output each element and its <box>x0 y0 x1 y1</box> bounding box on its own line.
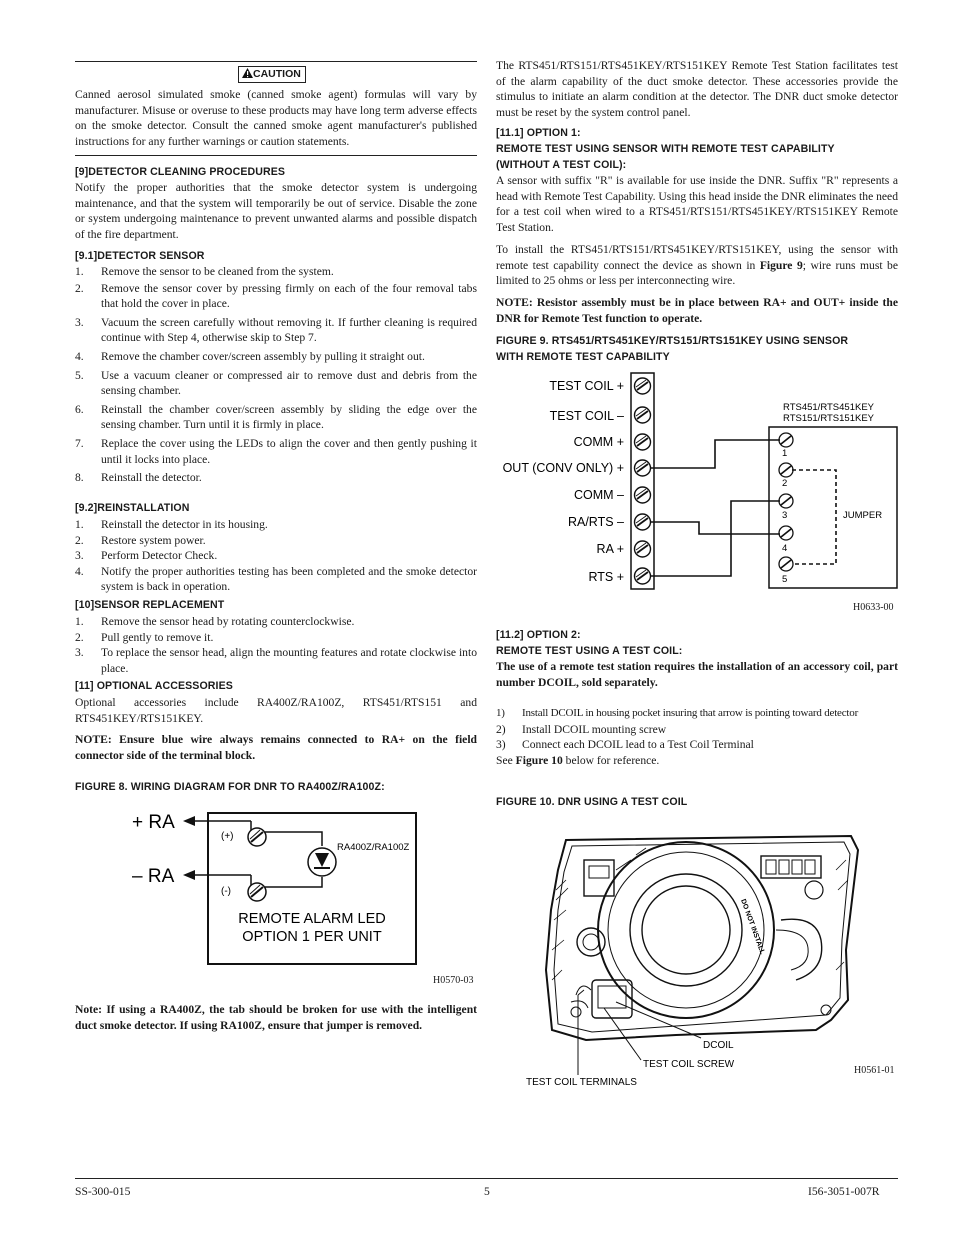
screw-icon <box>779 463 793 477</box>
box-line1: REMOTE ALARM LED <box>238 911 386 927</box>
rts-intro: The RTS451/RTS151/RTS451KEY/RTS151KEY Remote Test Station facilitates test of the alarm capability of the duct smoke detector. These accessories provide the stimulus to initiate an alarm condition at the detector. The DNR duct smoke detector must be reset by the system control panel. <box>496 59 898 119</box>
screw-icon <box>779 557 793 571</box>
terminal-label: RA/RTS – <box>567 515 624 529</box>
warning-icon <box>242 68 253 78</box>
fig8-title: FIGURE 8. WIRING DIAGRAM FOR DNR TO RA400Z/RA100Z: <box>75 781 385 793</box>
sec92-heading: [9.2]REINSTALLATION <box>75 502 190 514</box>
minus-term-label: (-) <box>221 886 231 897</box>
terminal-label: OUT (CONV ONLY) + <box>502 461 624 475</box>
list-item: 2. Pull gently to remove it. <box>75 630 214 644</box>
led-diode-icon <box>308 848 336 876</box>
sec91-heading: [9.1]DETECTOR SENSOR <box>75 250 205 262</box>
sec9-heading: [9]DETECTOR CLEANING PROCEDURES <box>75 166 286 178</box>
wire-out-plus <box>650 440 780 468</box>
opt2-steps <box>496 706 898 753</box>
screw-icon <box>635 434 651 450</box>
sec10-steps <box>75 614 477 676</box>
terminal-label: RTS + <box>588 570 624 584</box>
housing-text: DO NOT INSTALL <box>739 898 766 956</box>
ra-plus-label: + RA <box>132 812 175 833</box>
fig8-code: H0570-03 <box>433 975 474 986</box>
list-item: 1. Reinstall the detector in its housing. <box>75 518 268 531</box>
caution-bottom-rule <box>75 155 477 156</box>
rts-terminal-number: 1 <box>782 448 788 459</box>
sec10-heading: [10]SENSOR REPLACEMENT <box>75 599 225 611</box>
caution-label: CAUTION <box>238 66 306 83</box>
terminals-label: TEST COIL TERMINALS <box>526 1077 637 1088</box>
screw-icon <box>779 526 793 540</box>
fig9-code: H0633-00 <box>853 602 894 613</box>
screw-icon <box>635 541 651 557</box>
footer-rule <box>75 1178 898 1179</box>
fig8-diagram <box>75 805 477 985</box>
list-item: 2) Install DCOIL mounting screw <box>496 722 667 736</box>
sec91-steps <box>75 264 477 486</box>
screw-icon <box>635 487 651 503</box>
rts-device-label1: RTS451/RTS451KEY <box>783 402 875 413</box>
fig9-diagram <box>496 370 898 606</box>
list-item: 3. To replace the sensor head, align the mounting features and rotate clockwise into place. <box>75 646 477 675</box>
fig10-illustration <box>496 830 898 1095</box>
sec9-text: Notify the proper authorities that the smoke detector system is undergoing maintenance, and that the system will temporarily be out of service. Disable the zone or system undergoing maintenance to prevent unwanted alarms and possible dispatch of the fire department. <box>75 181 477 241</box>
screw-minus-icon <box>248 883 266 901</box>
list-item: 2. Restore system power. <box>75 533 206 547</box>
opt1-p1: A sensor with suffix "R" is available for use inside the DNR. Suffix "R" represents a head with Remote Test Capability. Using this head inside the DNR eliminates the need for a test coil when wired to a RTS451/RTS151/RTS451KEY/RTS151KEY Remote Test Station. <box>496 174 898 234</box>
fig10-title: FIGURE 10. DNR USING A TEST COIL <box>496 796 688 808</box>
ra-minus-label: – RA <box>132 866 175 887</box>
footer-left: SS-300-015 <box>75 1185 131 1198</box>
led-wire-top <box>265 832 322 846</box>
list-item: 6. Reinstall the chamber cover/screen assembly by sliding the edge over the sensing chamber. Turn until it is firmly in place. <box>75 402 477 432</box>
sec11-note: NOTE: Ensure blue wire always remains connected to RA+ on the field connector side of the terminal block. <box>75 733 477 762</box>
rts-terminal-number: 5 <box>782 574 788 585</box>
leader-dcoil <box>616 1002 701 1038</box>
rts-terminal-number: 2 <box>782 478 788 489</box>
wire-ra-rts-minus <box>650 522 780 534</box>
ra400z-label: RA400Z/RA100Z <box>337 842 410 853</box>
fig8-note: Note: If using a RA400Z, the tab should be broken for use with the intelligent duct smoke detector. If using RA100Z, ensure that jumper is removed. <box>75 1003 477 1032</box>
housing-hatch <box>552 848 848 980</box>
leader-screw <box>604 1008 641 1060</box>
screw-plus-icon <box>248 828 266 846</box>
terminal-labels <box>503 379 624 584</box>
led-wire-bottom <box>265 877 322 887</box>
rts-terminal-number: 4 <box>782 543 788 554</box>
fig9-title: FIGURE 9. RTS451/RTS451KEY/RTS151/RTS151KEY USING SENSOR WITH REMOTE TEST CAPABILITY <box>496 335 849 363</box>
list-item: 1. Remove the sensor head by rotating counterclockwise. <box>75 615 355 628</box>
screw-icon <box>635 460 651 476</box>
list-item: 1) Install DCOIL in housing pocket insuring that arrow is pointing toward detector <box>496 707 859 719</box>
wire-rts-plus <box>650 501 780 576</box>
fig10-code: H0561-01 <box>854 1065 895 1076</box>
list-item: 1. Remove the sensor to be cleaned from the system. <box>75 265 334 278</box>
list-item: 3) Connect each DCOIL lead to a Test Coil Terminal <box>496 738 754 752</box>
box-line2: OPTION 1 PER UNIT <box>242 929 382 945</box>
terminal-label: TEST COIL – <box>549 409 624 423</box>
rts-terminal-number: 3 <box>782 510 788 521</box>
screw-icon <box>779 433 793 447</box>
list-item: 4. Notify the proper authorities testing has been completed and the smoke detector system is back in operation. <box>75 564 477 594</box>
opt1-heading1: [11.1] OPTION 1: <box>496 127 581 139</box>
list-item: 8. Reinstall the detector. <box>75 471 202 485</box>
dnr-housing <box>546 836 858 1040</box>
list-item: 3. Vacuum the screen carefully without removing it. If further cleaning is required continue with Step 4, otherwise skip to Step 7. <box>75 315 477 345</box>
jumper-wire <box>792 470 836 564</box>
list-item: 5. Use a vacuum cleaner or compressed air to remove dust and debris from the sensing chamber. <box>75 368 477 398</box>
top-rule-left <box>75 61 477 62</box>
sec92-steps <box>75 517 477 595</box>
terminal-label: COMM – <box>574 488 624 502</box>
screw-icon <box>635 407 651 423</box>
screw-label: TEST COIL SCREW <box>643 1059 735 1070</box>
caution-label-wrap <box>238 66 306 83</box>
opt2-p1: The use of a remote test station requires the installation of an accessory coil, part number DCOIL, sold separately. <box>496 660 898 689</box>
screw-icon <box>635 378 651 394</box>
opt1-p2: To install the RTS451/RTS151/RTS451KEY/RTS151KEY, using the sensor with remote test capability connect the device as shown in Figure 9; wire runs must be limited to 25 ohms or less per interconnecting wire. <box>496 243 898 288</box>
list-item: 2. Remove the sensor cover by pressing firmly on each of the four removal tabs that hold the cover in place. <box>75 281 477 311</box>
terminal-label: RA + <box>596 542 624 556</box>
terminal-label: TEST COIL + <box>549 379 624 393</box>
caution-text: Canned aerosol simulated smoke (canned smoke agent) formulas will vary by manufacturer. Misuse or overuse to these products may have long term adverse effects on the smoke detector. Consult the canned smoke agent manufacturer's published instructions for any further warnings or caution statements. <box>75 88 477 148</box>
ra-minus-arrow <box>183 870 195 880</box>
screw-icon <box>779 494 793 508</box>
opt2-heading2: REMOTE TEST USING A TEST COIL: <box>496 645 683 657</box>
terminal-label: COMM + <box>573 435 624 449</box>
sec11-heading: [11] OPTIONAL ACCESSORIES <box>75 680 233 692</box>
opt1-note: NOTE: Resistor assembly must be in place between RA+ and OUT+ inside the DNR for Remote Test function to operate. <box>496 296 898 325</box>
opt2-see: See Figure 10 below for reference. <box>496 754 660 767</box>
list-item: 4. Remove the chamber cover/screen assembly by pulling it straight out. <box>75 349 425 363</box>
screw-icon <box>635 514 651 530</box>
plus-term-label: (+) <box>221 831 234 842</box>
sec11-text: Optional accessories include RA400Z/RA100Z, RTS451/RTS151 and RTS451KEY/RTS151KEY. <box>75 696 477 725</box>
footer-right: I56-3051-007R <box>808 1185 880 1198</box>
dcoil-label: DCOIL <box>703 1040 734 1051</box>
screw-icon <box>635 568 651 584</box>
page-number: 5 <box>484 1185 490 1198</box>
list-item: 7. Replace the cover using the LEDs to align the cover and then gently pushing it until it locks into place. <box>75 436 477 466</box>
jumper-label: JUMPER <box>843 510 883 521</box>
rts-device-label2: RTS151/RTS151KEY <box>783 413 875 424</box>
ra-plus-arrow <box>183 816 195 826</box>
leader-terminals-tip <box>578 990 584 995</box>
opt1-heading2: REMOTE TEST USING SENSOR WITH REMOTE TEST CAPABILITY (WITHOUT A TEST COIL): <box>496 143 835 171</box>
list-item: 3. Perform Detector Check. <box>75 549 218 563</box>
opt2-heading1: [11.2] OPTION 2: <box>496 629 581 641</box>
